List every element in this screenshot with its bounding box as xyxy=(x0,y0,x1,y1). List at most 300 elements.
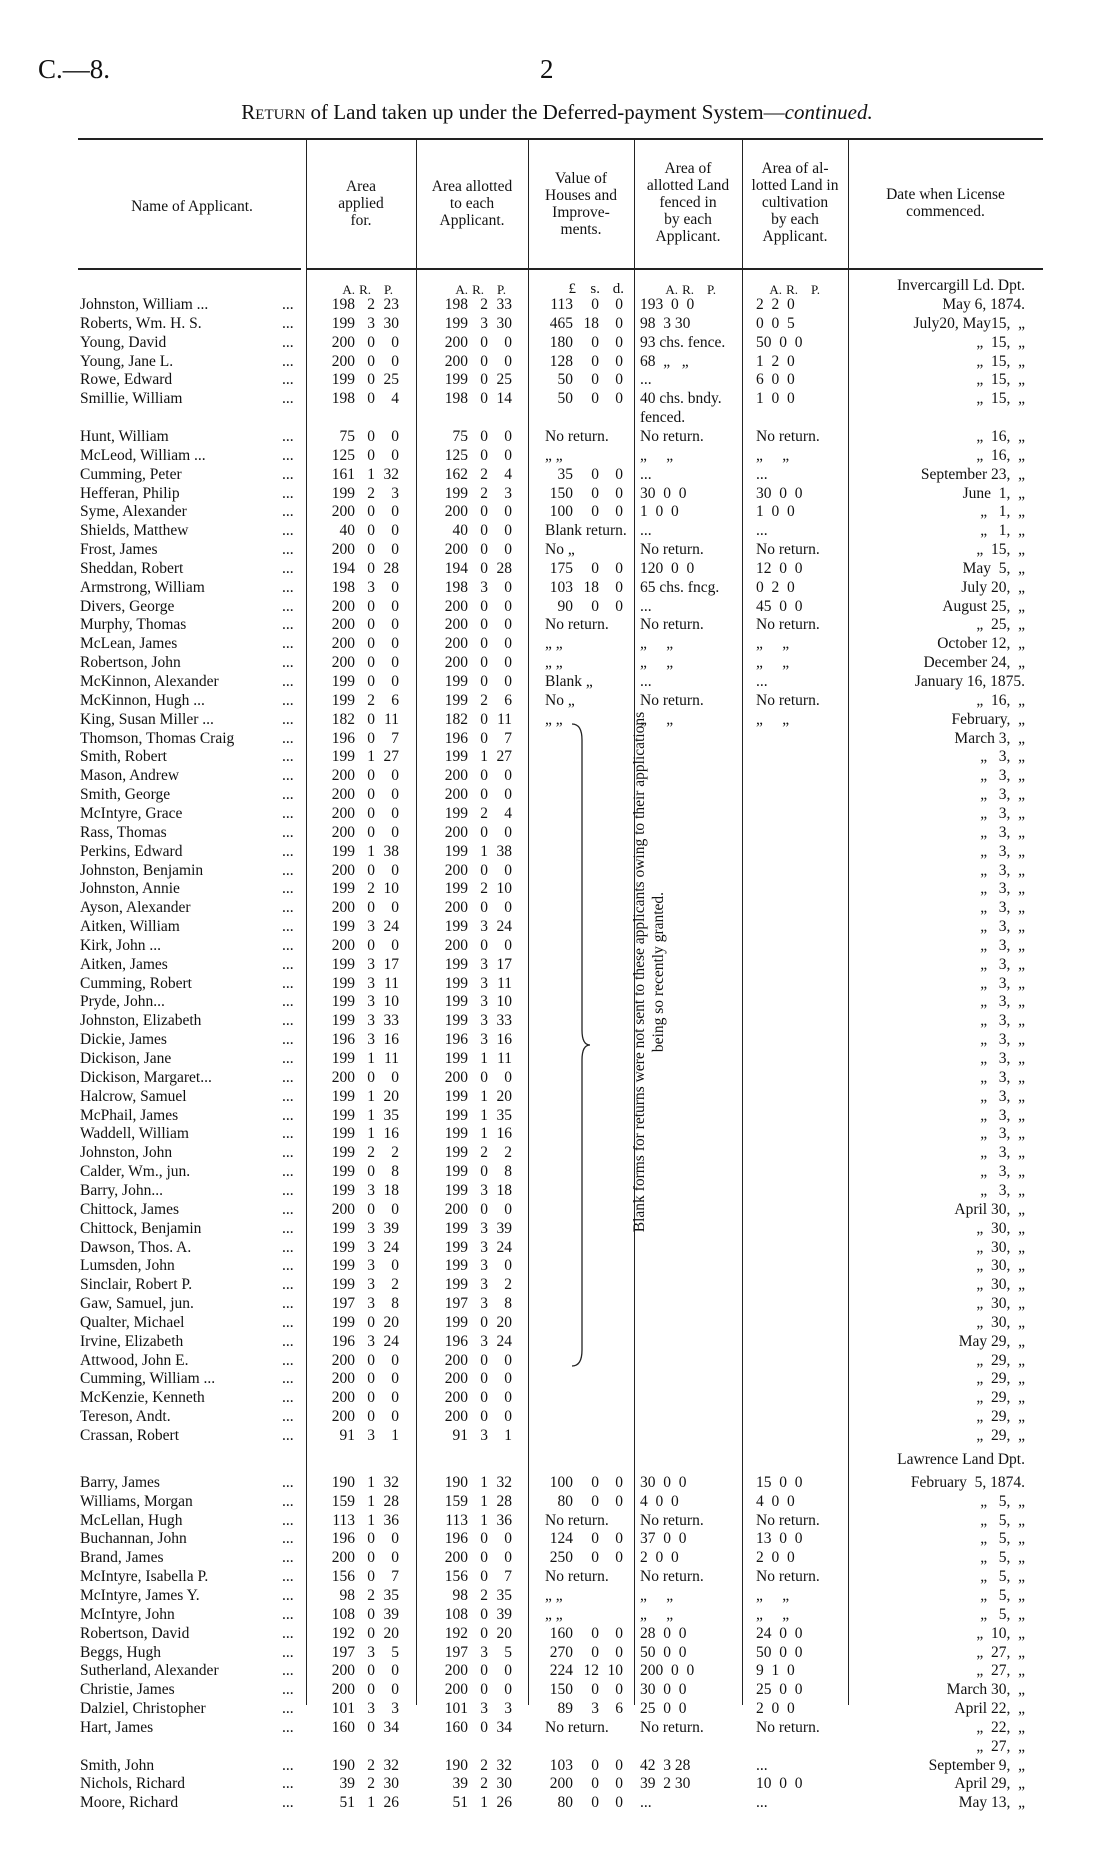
leader-dots: ... xyxy=(282,1605,294,1623)
area-allotted-part: 125 xyxy=(444,446,468,464)
leader-dots: ... xyxy=(282,1586,294,1604)
applicant-name: Moore, Richard xyxy=(80,1794,179,1812)
table-row xyxy=(0,1333,1114,1350)
area-allotted xyxy=(438,579,528,596)
area-fenced: 42 3 28 xyxy=(640,1756,691,1774)
area-cultivated: No return. xyxy=(756,616,820,634)
leader-dots: ... xyxy=(282,936,294,954)
area-allotted-part: 3 xyxy=(504,484,512,502)
area-applied-part: 125 xyxy=(331,446,355,464)
area-applied xyxy=(325,579,410,596)
area-applied-part: 200 xyxy=(331,1681,355,1699)
table-row xyxy=(0,1352,1114,1369)
applicant-name: Chittock, Benjamin xyxy=(80,1219,202,1237)
area-allotted-part: 39 xyxy=(452,1775,468,1793)
area-applied-part: 2 xyxy=(391,1276,399,1294)
applicant-name: Perkins, Edward xyxy=(80,842,183,860)
area-allotted-part: 0 xyxy=(504,1257,512,1275)
table-row xyxy=(0,673,1114,690)
area-applied-part: 1 xyxy=(367,1125,375,1143)
section-heading: Lawrence Land Dpt. xyxy=(897,1450,1025,1468)
area-applied-part: 0 xyxy=(367,1200,375,1218)
area-applied-part: 199 xyxy=(331,993,355,1011)
table-row xyxy=(0,503,1114,520)
improvements-value-part: 0 xyxy=(615,390,623,408)
license-date: February, „ xyxy=(951,710,1025,728)
leader-dots: ... xyxy=(282,616,294,634)
table-row xyxy=(0,730,1114,747)
applicant-name: Thomson, Thomas Craig xyxy=(80,729,235,747)
improvements-value xyxy=(537,485,632,502)
license-date: May 29, „ xyxy=(958,1332,1025,1350)
area-applied-part: 200 xyxy=(331,861,355,879)
area-allotted xyxy=(438,598,528,615)
area-applied-part: 199 xyxy=(331,1219,355,1237)
area-applied xyxy=(325,1493,410,1510)
area-allotted-part: 0 xyxy=(480,1568,488,1586)
leader-dots: ... xyxy=(282,1775,294,1793)
area-allotted-part: 199 xyxy=(444,993,468,1011)
area-allotted-part: 3 xyxy=(480,974,488,992)
area-allotted-part: 3 xyxy=(480,1181,488,1199)
leader-dots: ... xyxy=(282,1200,294,1218)
vertical-note xyxy=(630,562,668,1382)
area-allotted xyxy=(438,1163,528,1180)
table-row xyxy=(0,1775,1114,1792)
applicant-name: Waddell, William xyxy=(80,1125,189,1143)
leader-dots: ... xyxy=(282,1313,294,1331)
area-fenced: No return. xyxy=(640,1511,704,1529)
area-allotted-part: 200 xyxy=(444,936,468,954)
area-applied-part: 0 xyxy=(367,541,375,559)
area-fenced: „ „ xyxy=(640,1586,674,1604)
applicant-name: Halcrow, Samuel xyxy=(80,1087,187,1105)
license-date: „ 5, „ xyxy=(980,1586,1025,1604)
table-row xyxy=(0,522,1114,539)
area-allotted-part: 2 xyxy=(504,1144,512,1162)
area-allotted-part: 10 xyxy=(496,993,512,1011)
area-allotted xyxy=(438,371,528,388)
improvements-value-part: 0 xyxy=(615,333,623,351)
area-cultivated: 9 1 0 xyxy=(756,1662,795,1680)
area-allotted-part: 10 xyxy=(496,880,512,898)
area-cultivated: 1 0 0 xyxy=(756,503,795,521)
area-applied-part: 39 xyxy=(383,1605,399,1623)
area-allotted xyxy=(438,447,528,464)
license-date: August 25, „ xyxy=(942,597,1025,615)
table-row xyxy=(0,1182,1114,1199)
area-applied-part: 1 xyxy=(367,1106,375,1124)
area-applied-part: 3 xyxy=(367,578,375,596)
area-applied xyxy=(325,767,410,784)
area-allotted-part: 200 xyxy=(444,1408,468,1426)
improvements-value-part: 180 xyxy=(549,333,573,351)
col-header-value-line: Value of xyxy=(554,170,608,187)
col-header-fenced-line: fenced in xyxy=(659,194,717,211)
area-allotted-part: 199 xyxy=(444,974,468,992)
area-allotted-part: 75 xyxy=(452,427,468,445)
license-date: „ 22, „ xyxy=(976,1718,1025,1736)
area-applied xyxy=(325,1125,410,1142)
area-allotted xyxy=(438,1587,528,1604)
improvements-value xyxy=(537,1794,632,1811)
area-applied-part: 0 xyxy=(367,1068,375,1086)
area-allotted xyxy=(438,1549,528,1566)
area-applied-part: 35 xyxy=(383,1586,399,1604)
applicant-name: McLeod, William ... xyxy=(80,446,206,464)
license-date: „ 3, „ xyxy=(980,993,1025,1011)
area-allotted-part: 16 xyxy=(496,1031,512,1049)
area-allotted-part: 4 xyxy=(504,465,512,483)
area-allotted-part: 182 xyxy=(444,710,468,728)
table-row xyxy=(0,485,1114,502)
applicant-name: Smith, John xyxy=(80,1756,155,1774)
table-row xyxy=(0,1587,1114,1604)
area-allotted-part: 198 xyxy=(444,578,468,596)
col-header-name: Name of Applicant. xyxy=(131,198,253,215)
license-date: „ 30, „ xyxy=(976,1276,1025,1294)
area-applied-part: 24 xyxy=(383,918,399,936)
area-applied-part: 199 xyxy=(331,691,355,709)
area-applied-part: 33 xyxy=(383,1012,399,1030)
area-applied xyxy=(325,1144,410,1161)
leader-dots: ... xyxy=(282,1012,294,1030)
area-allotted-part: 0 xyxy=(504,446,512,464)
col-header-allotted-line: to each xyxy=(449,195,495,212)
area-applied-part: 190 xyxy=(331,1756,355,1774)
area-fenced: fenced. xyxy=(640,409,686,427)
leader-dots: ... xyxy=(282,823,294,841)
improvements-value-part: 0 xyxy=(591,1681,599,1699)
applicant-name: Ayson, Alexander xyxy=(80,899,191,917)
area-applied-part: 3 xyxy=(367,1295,375,1313)
area-fenced: 25 0 0 xyxy=(640,1700,687,1718)
license-date: January 16, 1875. xyxy=(914,673,1025,690)
document-title xyxy=(0,100,1114,125)
table-row xyxy=(0,1201,1114,1218)
area-allotted-part: 113 xyxy=(445,1511,468,1529)
leader-dots: ... xyxy=(282,1068,294,1086)
improvements-value-part: 0 xyxy=(591,597,599,615)
table-row xyxy=(0,541,1114,558)
leader-dots: ... xyxy=(282,635,294,653)
area-allotted-part: 8 xyxy=(504,1295,512,1313)
area-applied-part: 4 xyxy=(391,390,399,408)
applicant-name: Pryde, John... xyxy=(80,993,165,1011)
area-applied-part: 0 xyxy=(391,541,399,559)
col-header-allotted xyxy=(416,178,528,229)
leader-dots: ... xyxy=(282,1181,294,1199)
applicant-name: McKenzie, Kenneth xyxy=(80,1389,205,1407)
area-applied-part: 30 xyxy=(383,1775,399,1793)
leader-dots: ... xyxy=(282,673,294,690)
applicant-name: Sheddan, Robert xyxy=(80,559,184,577)
area-applied-part: 27 xyxy=(383,748,399,766)
leader-dots: ... xyxy=(282,899,294,917)
applicant-name: Johnston, Annie xyxy=(80,880,180,898)
area-fenced: 30 0 0 xyxy=(640,1473,687,1491)
area-fenced: „ „ xyxy=(640,635,674,653)
area-allotted xyxy=(438,390,528,407)
area-allotted-part: 200 xyxy=(444,1549,468,1567)
applicant-name: Dickison, Margaret... xyxy=(80,1068,212,1086)
section-heading-row xyxy=(0,277,1114,294)
area-applied-part: 199 xyxy=(331,1257,355,1275)
applicant-name: Frost, James xyxy=(80,541,158,559)
area-applied-part: 200 xyxy=(331,823,355,841)
area-allotted-part: 199 xyxy=(444,371,468,389)
area-allotted-part: 7 xyxy=(504,1568,512,1586)
area-allotted-part: 0 xyxy=(480,673,488,690)
leader-dots: ... xyxy=(282,710,294,728)
area-allotted xyxy=(438,466,528,483)
area-applied xyxy=(325,1201,410,1218)
area-applied xyxy=(325,1333,410,1350)
col-header-fenced-line: Area of xyxy=(664,160,712,177)
area-applied-part: 0 xyxy=(367,597,375,615)
vertical-note-line: Blank forms for returns were not sent to these applicants owing to their applications xyxy=(631,711,648,1233)
area-allotted-part: 0 xyxy=(480,635,488,653)
area-applied xyxy=(325,975,410,992)
area-allotted-part: 0 xyxy=(480,1662,488,1680)
col-header-cultivated-line: Area of al- xyxy=(761,160,829,177)
license-date: „ 5, „ xyxy=(980,1511,1025,1529)
area-allotted-part: 0 xyxy=(504,427,512,445)
area-applied xyxy=(325,1012,410,1029)
improvements-value-part: 250 xyxy=(549,1549,573,1567)
area-applied-part: 0 xyxy=(367,390,375,408)
area-allotted-part: 199 xyxy=(444,1276,468,1294)
area-allotted-part: 0 xyxy=(504,654,512,672)
area-allotted-part: 3 xyxy=(480,1700,488,1718)
improvements-value: „ „ xyxy=(545,654,563,672)
applicant-name: Dickie, James xyxy=(80,1031,167,1049)
table-row xyxy=(0,1031,1114,1048)
area-applied-part: 2 xyxy=(367,1775,375,1793)
area-fenced: 37 0 0 xyxy=(640,1530,687,1548)
table-row xyxy=(0,1625,1114,1642)
area-applied-part: 0 xyxy=(367,427,375,445)
area-cultivated: „ „ xyxy=(756,635,790,653)
area-applied-part: 197 xyxy=(331,1643,355,1661)
area-allotted-part: 0 xyxy=(480,786,488,804)
applicant-name: Johnston, William ... xyxy=(80,296,209,313)
area-cultivated: 25 0 0 xyxy=(756,1681,803,1699)
applicant-name: King, Susan Miller ... xyxy=(80,710,214,728)
area-allotted-part: 1 xyxy=(480,1473,488,1491)
col-header-value-line: ments. xyxy=(560,221,602,238)
improvements-value-part: 10 xyxy=(607,1662,623,1680)
area-applied xyxy=(325,315,410,332)
area-applied-part: 36 xyxy=(383,1511,399,1529)
area-fenced: 120 0 0 xyxy=(640,559,695,577)
header-bottom-rule-2 xyxy=(307,268,1043,270)
improvements-value-part: 150 xyxy=(549,1681,573,1699)
area-allotted-part: 200 xyxy=(444,767,468,785)
area-applied-part: 24 xyxy=(383,1238,399,1256)
area-applied xyxy=(325,1512,410,1529)
improvements-value xyxy=(537,315,632,332)
area-cultivated: 13 0 0 xyxy=(756,1530,803,1548)
area-applied-part: 0 xyxy=(391,427,399,445)
license-date: December 24, „ xyxy=(923,654,1025,672)
unit-acres: A. xyxy=(455,282,468,297)
area-allotted-part: 0 xyxy=(504,1662,512,1680)
area-allotted-part: 17 xyxy=(496,955,512,973)
col-header-cultivated-line: by each xyxy=(771,211,819,228)
unit-acres: A. xyxy=(665,282,678,297)
area-applied-part: 1 xyxy=(367,1050,375,1067)
applicant-name: Shields, Matthew xyxy=(80,522,189,540)
col-header-applied-line: for. xyxy=(350,212,372,229)
area-allotted-part: 200 xyxy=(444,616,468,634)
area-allotted-part: 0 xyxy=(504,616,512,634)
area-applied-part: 200 xyxy=(331,899,355,917)
applicant-name: Nichols, Richard xyxy=(80,1775,186,1793)
area-fenced: ... xyxy=(640,522,652,540)
applicant-name: Cumming, William ... xyxy=(80,1370,216,1388)
table-row xyxy=(0,767,1114,784)
area-allotted-part: 25 xyxy=(496,371,512,389)
leader-dots: ... xyxy=(282,1408,294,1426)
improvements-value-part: 0 xyxy=(615,1530,623,1548)
area-applied-part: 8 xyxy=(391,1295,399,1313)
area-allotted-part: 0 xyxy=(504,578,512,596)
leader-dots: ... xyxy=(282,597,294,615)
area-applied-part: 3 xyxy=(367,1219,375,1237)
table-row xyxy=(0,1069,1114,1086)
area-applied-part: 200 xyxy=(331,1662,355,1680)
area-applied-part: 20 xyxy=(383,1624,399,1642)
applicant-name: Smith, Robert xyxy=(80,748,167,766)
area-allotted-part: 0 xyxy=(480,503,488,521)
area-allotted-part: 11 xyxy=(497,710,512,728)
improvements-value-part: 0 xyxy=(591,1549,599,1567)
improvements-value-part: 0 xyxy=(615,597,623,615)
table-row xyxy=(0,409,1114,426)
area-applied-part: 3 xyxy=(367,1012,375,1030)
area-applied-part: 0 xyxy=(391,786,399,804)
area-fenced: No return. xyxy=(640,1718,704,1736)
col-header-allotted-line: Area allotted xyxy=(431,178,513,195)
area-applied-part: 0 xyxy=(367,1605,375,1623)
area-applied-part: 0 xyxy=(367,1662,375,1680)
area-allotted-part: 200 xyxy=(444,333,468,351)
license-date: „ 3, „ xyxy=(980,1106,1025,1124)
area-applied xyxy=(325,1276,410,1293)
applicant-name: McLean, James xyxy=(80,635,178,653)
applicant-name: Christie, James xyxy=(80,1681,175,1699)
area-allotted xyxy=(438,1107,528,1124)
area-applied xyxy=(325,937,410,954)
license-date: „ 3, „ xyxy=(980,1125,1025,1143)
title-text: of Land taken up under the Deferred-payment System— xyxy=(305,100,785,124)
license-date: „ 3, „ xyxy=(980,918,1025,936)
area-allotted-part: 199 xyxy=(444,1219,468,1237)
area-allotted xyxy=(438,315,528,332)
license-date: „ 16, „ xyxy=(976,691,1025,709)
area-applied xyxy=(325,296,410,313)
improvements-value xyxy=(537,390,632,407)
area-allotted xyxy=(438,1568,528,1585)
area-allotted-part: 30 xyxy=(496,314,512,332)
improvements-value-part: 100 xyxy=(549,1473,573,1491)
improvements-value xyxy=(537,1474,632,1491)
leader-dots: ... xyxy=(282,503,294,521)
improvements-value-part: 0 xyxy=(591,352,599,370)
area-allotted xyxy=(438,862,528,879)
applicant-name: McIntyre, John xyxy=(80,1605,175,1623)
area-applied-part: 32 xyxy=(383,465,399,483)
table-row xyxy=(0,1088,1114,1105)
table-row xyxy=(0,880,1114,897)
area-applied-part: 32 xyxy=(383,1473,399,1491)
area-fenced: No return. xyxy=(640,1568,704,1586)
applicant-name: Calder, Wm., jun. xyxy=(80,1163,191,1181)
area-applied xyxy=(325,1681,410,1698)
applicant-name: Syme, Alexander xyxy=(80,503,187,521)
area-allotted-part: 3 xyxy=(504,1700,512,1718)
area-applied-part: 39 xyxy=(383,1219,399,1237)
improvements-value xyxy=(537,1644,632,1661)
area-allotted-part: 16 xyxy=(496,1125,512,1143)
leader-dots: ... xyxy=(282,1125,294,1143)
area-applied-part: 0 xyxy=(391,861,399,879)
area-allotted xyxy=(438,1257,528,1274)
area-allotted xyxy=(438,353,528,370)
area-allotted xyxy=(438,956,528,973)
improvements-value-part: 50 xyxy=(557,390,573,408)
applicant-name: Qualter, Michael xyxy=(80,1313,185,1331)
table-row xyxy=(0,296,1114,313)
table-row xyxy=(0,1662,1114,1679)
area-applied-part: 0 xyxy=(391,503,399,521)
area-allotted-part: 0 xyxy=(504,861,512,879)
area-applied-part: 0 xyxy=(391,936,399,954)
applicant-name: Smith, George xyxy=(80,786,171,804)
area-allotted xyxy=(438,541,528,558)
table-row xyxy=(0,353,1114,370)
area-applied-part: 39 xyxy=(339,1775,355,1793)
area-applied-part: 200 xyxy=(331,333,355,351)
area-allotted-part: 0 xyxy=(480,861,488,879)
leader-dots: ... xyxy=(282,333,294,351)
area-cultivated: „ „ xyxy=(756,654,790,672)
table-row xyxy=(0,616,1114,633)
area-applied-part: 199 xyxy=(331,1087,355,1105)
area-allotted-part: 0 xyxy=(480,427,488,445)
area-applied xyxy=(325,503,410,520)
applicant-name: Smillie, William xyxy=(80,390,183,408)
area-applied-part: 192 xyxy=(331,1624,355,1642)
leader-dots: ... xyxy=(282,1473,294,1491)
area-allotted-part: 35 xyxy=(496,1586,512,1604)
area-applied xyxy=(325,1370,410,1387)
area-cultivated: 50 0 0 xyxy=(756,1643,803,1661)
applicant-name: Robertson, John xyxy=(80,654,181,672)
area-cultivated: 6 0 0 xyxy=(756,371,795,389)
area-applied xyxy=(325,466,410,483)
area-applied-part: 0 xyxy=(391,333,399,351)
license-date: „ 15, „ xyxy=(976,371,1025,389)
area-applied xyxy=(325,1427,410,1444)
leader-dots: ... xyxy=(282,1794,294,1812)
area-applied-part: 25 xyxy=(383,371,399,389)
leader-dots: ... xyxy=(282,861,294,879)
area-applied xyxy=(325,1719,410,1736)
area-allotted-part: 18 xyxy=(496,1181,512,1199)
area-applied-part: 38 xyxy=(383,842,399,860)
